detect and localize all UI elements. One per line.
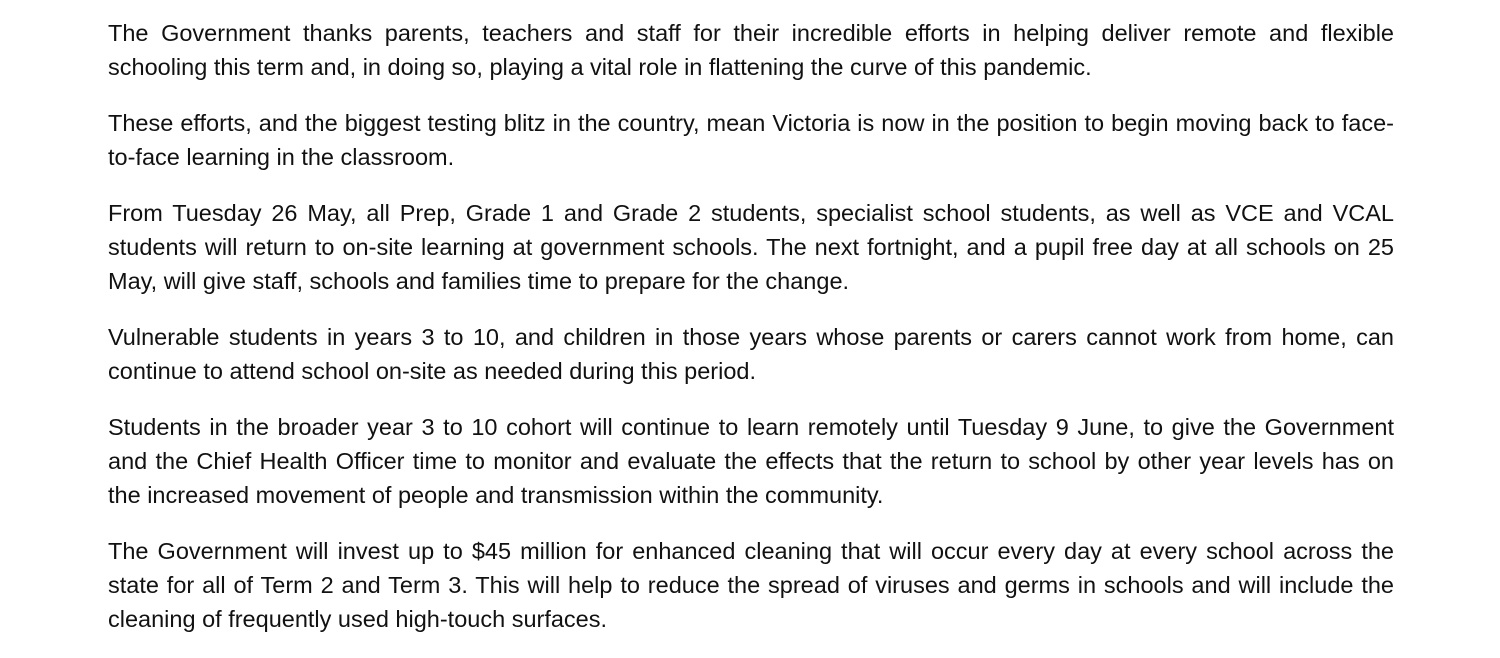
paragraph-thanks: The Government thanks parents, teachers and staff for their incredible efforts in helping deliver remote and flexible schooling this term and, in doing so, playing a vital role in flattening the curve of this pandemic.	[108, 20, 1394, 80]
document-body	[108, 16, 1394, 658]
paragraph-cleaning-investment: The Government will invest up to $45 million for enhanced cleaning that will occur every day at every school across the state for all of Term 2 and Term 3. This will help to reduce the spread of viruses and germs in schools and will include the cleaning of frequently used high-touch surfaces.	[108, 538, 1394, 632]
paragraph-return-dates: From Tuesday 26 May, all Prep, Grade 1 and Grade 2 students, specialist school students, as well as VCE and VCAL students will return to on-site learning at government schools. The next fortnight, and a pupil free day at all schools on 25 May, will give staff, schools and families time to prepare for the change.	[108, 200, 1394, 294]
paragraph-remote-learning: Students in the broader year 3 to 10 cohort will continue to learn remotely until Tuesday 9 June, to give the Government and the Chief Health Officer time to monitor and evaluate the effects that the return to school by other year levels has on the increased movement of people and transmission within the community.	[108, 414, 1394, 508]
paragraph-testing-blitz: These efforts, and the biggest testing blitz in the country, mean Victoria is now in the position to begin moving back to face-to-face learning in the classroom.	[108, 110, 1394, 170]
paragraph-vulnerable-students: Vulnerable students in years 3 to 10, and children in those years whose parents or carers cannot work from home, can continue to attend school on-site as needed during this period.	[108, 324, 1394, 384]
